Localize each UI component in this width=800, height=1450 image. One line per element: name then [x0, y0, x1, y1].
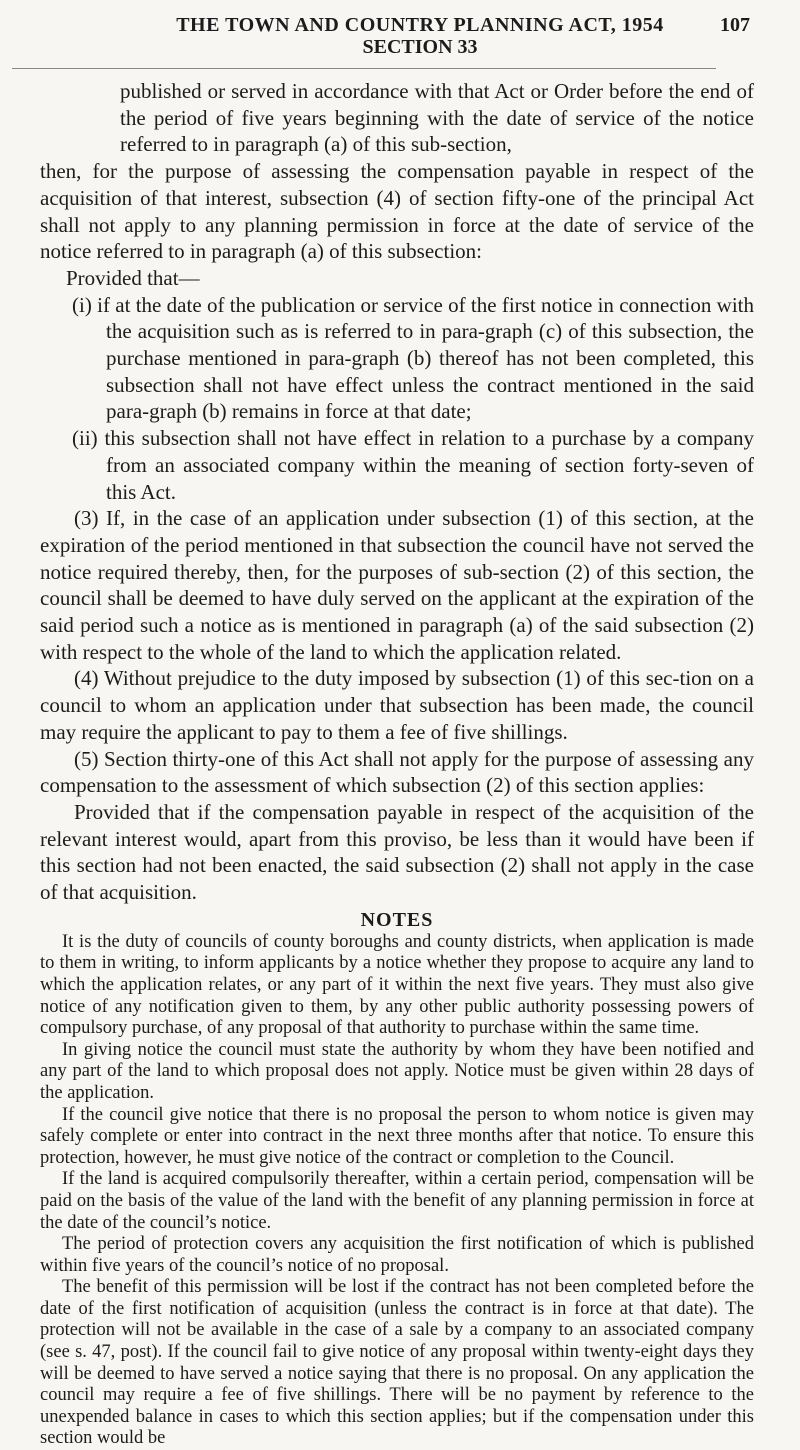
note-paragraph-6: The benefit of this permission will be lost if the contract has not been completed before the date of the first notification of acquisition (unless the contract is in force at that date). The protection will not be available in the case of a sale by a company to an associated company (see s. 47, post). If the council fail to give notice of any proposal within twenty-eight days they will be deemed to have served a notice saying that there is no proposal. On any application the council may require a fee of five shillings. There will be no payment by reference to the unexpended balance in cases to which this section applies; but if the compensation under this section would be — [40, 1277, 754, 1449]
note-paragraph-3: If the council give notice that there is no proposal the person to whom notice is given may safely complete or enter into contract in the next three months after that notice. To ensure this protection, however, he must give notice of the contract or completion to the Council. — [40, 1104, 754, 1168]
proviso-heading: Provided that— — [66, 265, 200, 290]
note-paragraph-5: The period of protection covers any acquisition the first notification of which is published within five years of the council’s notice of no proposal. — [40, 1234, 754, 1276]
clause-ii: (ii) this subsection shall not have effect in relation to a purchase by a company from an associated company within the meaning of section forty-seven of this Act. — [72, 426, 754, 504]
paragraph-then: then, for the purpose of assessing the compensation payable in respect of the acquisition of that interest, subsection (4) of section fifty-one of the principal Act shall not apply to any planning permission in force at the date of service of the notice referred to in paragraph (a) of this subsection: — [40, 159, 754, 264]
running-header — [100, 14, 750, 58]
page-number: 107 — [720, 14, 750, 36]
subsection-5: (5) Section thirty-one of this Act shall not apply for the purpose of assessing any compensation to the assessment of which subsection (2) of this section applies: — [40, 746, 754, 798]
subsection-4: (4) Without prejudice to the duty imposed by subsection (1) of this sec-tion on a council to whom an application under that subsection has been made, the council may require the applicant to pay to them a fee of five shillings. — [40, 666, 754, 744]
notes-block — [40, 932, 754, 1450]
subsection-5-proviso: Provided that if the compensation payable in respect of the acquisition of the relevant interest would, apart from this proviso, be less than it would have been if this section had not been enacted, the said subsection (2) shall not apply in the case of that acquisition. — [40, 799, 754, 905]
note-paragraph-2: In giving notice the council must state the authority by whom they have been notified and any part of the land to which proposal does not apply. Notice must be given within 28 days of the application. — [40, 1039, 754, 1103]
section-body — [40, 78, 754, 1450]
note-paragraph-4: If the land is acquired compulsorily thereafter, within a certain period, compensation will be paid on the basis of the value of the land with the benefit of any planning permission in force at the date of the council’s notice. — [40, 1169, 754, 1233]
act-title: THE TOWN AND COUNTRY PLANNING ACT, 1954 — [176, 14, 664, 36]
notes-heading: NOTES — [360, 908, 434, 931]
section-heading: SECTION 33 — [362, 36, 478, 58]
header-rule — [12, 68, 716, 69]
paragraph-intro: published or served in accordance with that Act or Order before the end of the period of five years beginning with the date of service of the notice referred to in paragraph (a) of this sub-section, — [120, 79, 754, 157]
clause-i: (i) if at the date of the publication or service of the first notice in connection with the acquisition such as is referred to in para-graph (c) of this subsection, the purchase mentioned in para-graph (b) thereof has not been completed, this subsection shall not have effect unless the contract mentioned in the said para-graph (b) remains in force at that date; — [72, 292, 754, 424]
note-paragraph-1: It is the duty of councils of county boroughs and county districts, when application is made to them in writing, to inform applicants by a notice whether they propose to acquire any land to which the application relates, or any part of it within the next five years. They must also give notice of any notification given to them, by any other public authority possessing powers of compulsory purchase, of any proposal of that authority to purchase within the same time. — [40, 931, 754, 1039]
subsection-3: (3) If, in the case of an application under subsection (1) of this section, at the expiration of the period mentioned in that subsection the council have not served the notice required thereby, then, for the purposes of sub-section (2) of this section, the council shall be deemed to have duly served on the applicant at the expiration of the said period such a notice as is mentioned in paragraph (a) of the said subsection (2) with respect to the whole of the land to which the application related. — [40, 506, 754, 664]
